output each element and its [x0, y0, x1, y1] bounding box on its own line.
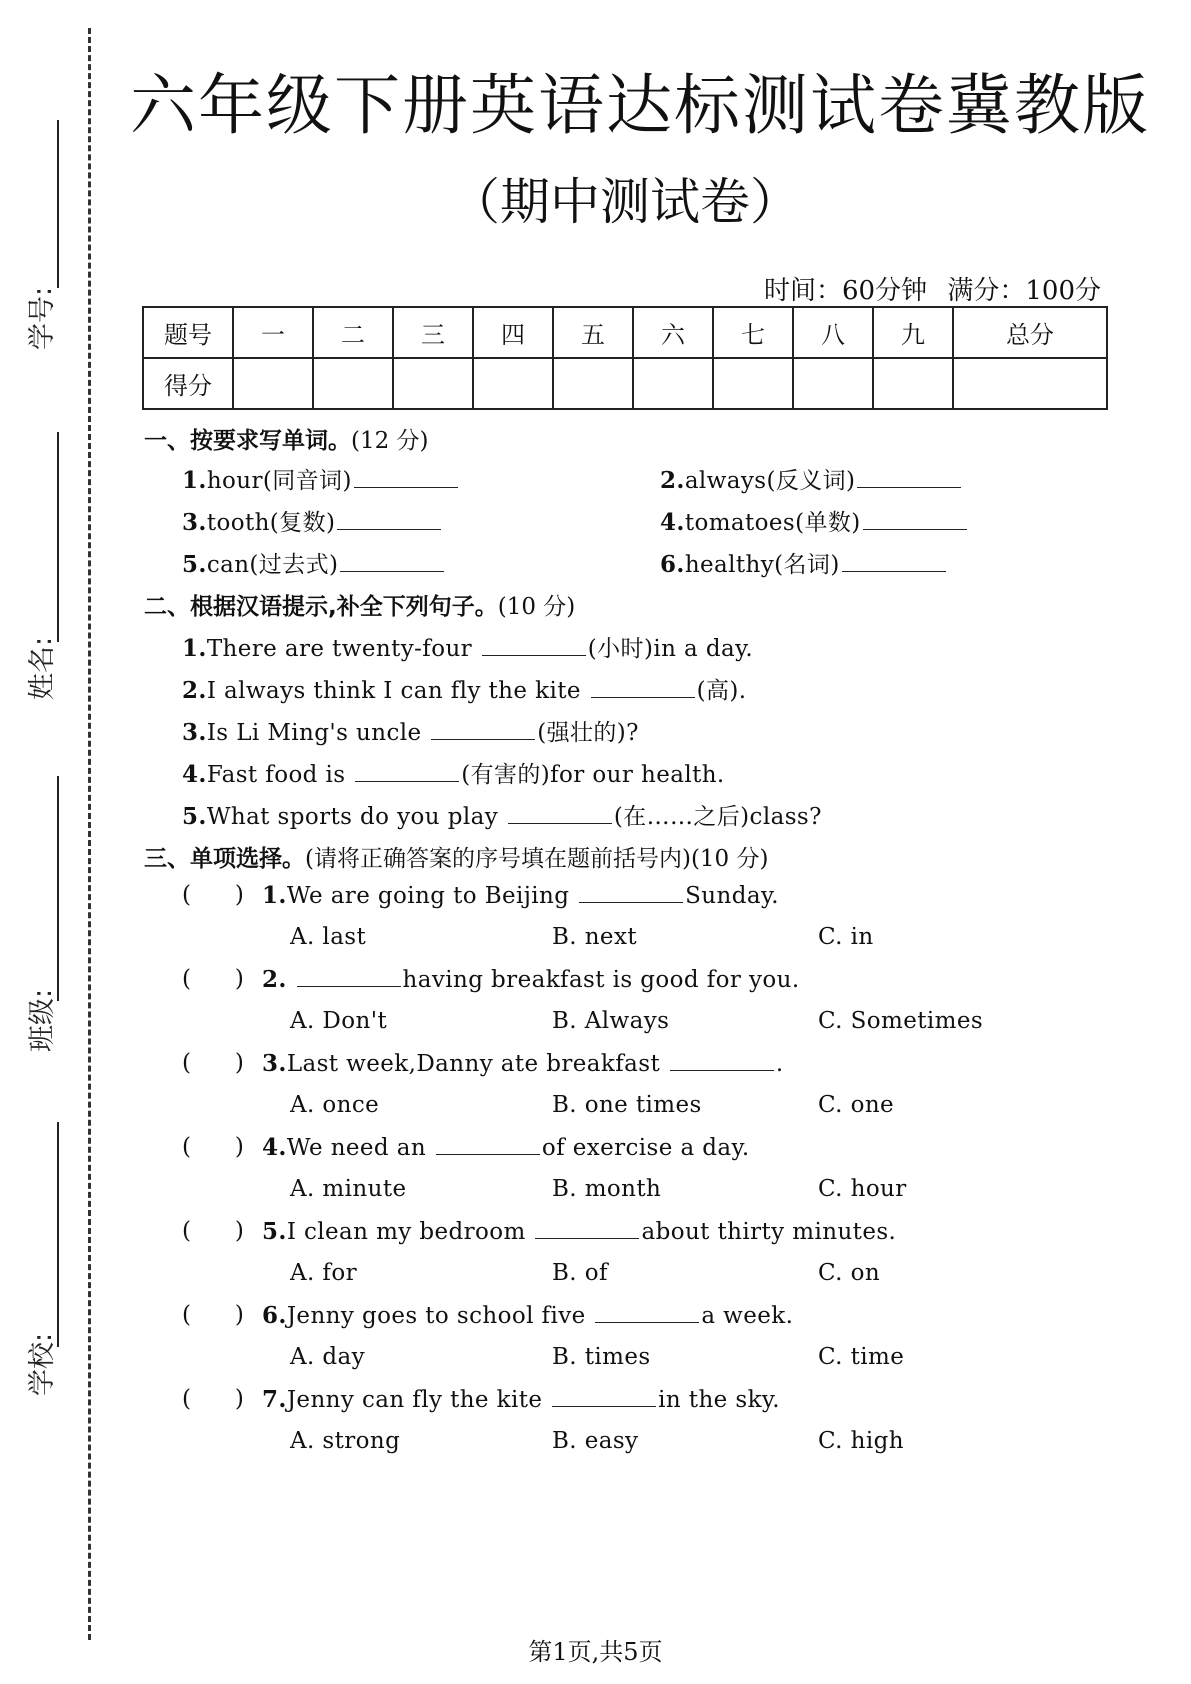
option-c: C. hour	[818, 1176, 907, 1202]
answer-blank[interactable]	[431, 719, 535, 740]
section-1-heading	[144, 422, 429, 455]
answer-bracket[interactable]: ( )	[182, 1386, 244, 1412]
question-number-row	[143, 307, 1107, 358]
answer-blank[interactable]	[508, 803, 612, 824]
option-a: A. last	[290, 924, 367, 950]
score-table	[142, 306, 1108, 410]
s1-item-4	[660, 504, 969, 537]
option-c: C. in	[818, 924, 874, 950]
answer-blank[interactable]	[354, 467, 458, 488]
item-number: 5.	[182, 551, 207, 578]
page-title: 六年级下册英语达标测试卷冀教版	[130, 67, 1150, 144]
question-text-end: Sunday.	[685, 883, 779, 909]
item-text: hour(同音词)	[206, 468, 352, 494]
answer-bracket[interactable]: ( )	[182, 1218, 244, 1244]
item-text: I always think I can fly the kite	[206, 678, 581, 704]
item-number: 2.	[660, 467, 685, 494]
question-text-end: about thirty minutes.	[641, 1219, 897, 1245]
option-a: A. day	[290, 1344, 366, 1370]
item-hint: (小时)in a day.	[587, 636, 754, 662]
col-5: 五	[553, 307, 633, 358]
school-line[interactable]	[57, 1122, 59, 1347]
question-stem	[262, 966, 800, 993]
question-text: I clean my bedroom	[286, 1219, 526, 1245]
name-line[interactable]	[57, 432, 59, 642]
score-cell[interactable]	[873, 358, 953, 409]
name-label: 姓名:	[27, 636, 58, 700]
item-number: 5.	[182, 803, 207, 830]
col-7: 七	[713, 307, 793, 358]
score-cell[interactable]	[553, 358, 633, 409]
answer-blank[interactable]	[355, 761, 459, 782]
question-text: We need an	[286, 1135, 427, 1161]
option-b: B. Always	[552, 1008, 670, 1034]
question-text-end: having breakfast is good for you.	[402, 967, 800, 993]
question-stem	[262, 1218, 896, 1245]
section-2-heading	[144, 588, 575, 621]
section-3-instruction: (请将正确答案的序号填在题前括号内)(10 分)	[305, 846, 769, 872]
score-cell[interactable]	[313, 358, 393, 409]
school-label: 学校:	[27, 1332, 58, 1396]
answer-blank[interactable]	[337, 509, 441, 530]
option-a: A. Don't	[290, 1008, 388, 1034]
score-cell[interactable]	[793, 358, 873, 409]
option-c: C. high	[818, 1428, 904, 1454]
answer-bracket[interactable]: ( )	[182, 1302, 244, 1328]
option-b: B. month	[552, 1176, 662, 1202]
score-cell[interactable]	[713, 358, 793, 409]
answer-bracket[interactable]: ( )	[182, 1134, 244, 1160]
s2-item-4	[182, 756, 725, 789]
section-1-points: (12 分)	[351, 428, 429, 454]
section-3-title: 三、单项选择。	[144, 846, 305, 872]
class-label: 班级:	[27, 988, 58, 1052]
item-number: 3.	[182, 719, 207, 746]
question-stem	[262, 1134, 750, 1161]
item-text: Fast food is	[206, 762, 346, 788]
section-3-heading	[144, 840, 768, 873]
item-hint: (强壮的)?	[537, 720, 639, 746]
option-c: C. on	[818, 1260, 881, 1286]
option-b: B. of	[552, 1260, 608, 1286]
item-number: 4.	[182, 761, 207, 788]
option-a: A. strong	[290, 1428, 401, 1454]
option-c: C. Sometimes	[818, 1008, 984, 1034]
option-c: C. one	[818, 1092, 895, 1118]
item-text: always(反义词)	[684, 468, 856, 494]
student-id-line[interactable]	[57, 120, 59, 288]
score-cell[interactable]	[633, 358, 713, 409]
question-stem	[262, 1050, 784, 1077]
score-cell[interactable]	[393, 358, 473, 409]
col-1: 一	[233, 307, 313, 358]
item-number: 3.	[182, 509, 207, 536]
question-text-end: in the sky.	[658, 1387, 780, 1413]
item-hint: (有害的)for our health.	[461, 762, 725, 788]
item-text: tooth(复数)	[206, 510, 336, 536]
page-number: 第1页,共5页	[528, 1638, 663, 1666]
item-hint: (在……之后)class?	[613, 804, 822, 830]
option-b: B. next	[552, 924, 637, 950]
section-2-points: (10 分)	[497, 594, 576, 620]
question-number: 2.	[262, 966, 287, 993]
score-cell[interactable]	[233, 358, 313, 409]
s2-item-2	[182, 672, 746, 705]
time-limit: 时间：60分钟	[764, 276, 928, 306]
answer-blank[interactable]	[863, 509, 967, 530]
student-id-label: 学号:	[27, 286, 58, 350]
option-a: A. minute	[290, 1176, 407, 1202]
item-text: healthy(名词)	[684, 552, 840, 578]
question-text-end: .	[775, 1051, 784, 1077]
s2-item-5	[182, 798, 822, 831]
answer-blank	[670, 1050, 774, 1071]
answer-blank[interactable]	[482, 635, 586, 656]
exam-meta	[752, 270, 1101, 307]
answer-blank[interactable]	[842, 551, 946, 572]
item-text: tomatoes(单数)	[684, 510, 861, 536]
option-c: C. time	[818, 1344, 905, 1370]
col-total: 总分	[953, 307, 1107, 358]
item-text: What sports do you play	[206, 804, 499, 830]
question-number: 3.	[262, 1050, 287, 1077]
option-a: A. once	[290, 1092, 380, 1118]
score-cell-total[interactable]	[953, 358, 1107, 409]
answer-blank	[595, 1302, 699, 1323]
question-number-header: 题号	[143, 307, 233, 358]
answer-blank[interactable]	[591, 677, 695, 698]
answer-bracket[interactable]: ( )	[182, 1050, 244, 1076]
col-9: 九	[873, 307, 953, 358]
page-subtitle: （期中测试卷）	[450, 173, 800, 231]
question-text: We are going to Beijing	[286, 883, 570, 909]
section-1-title: 一、按要求写单词。	[144, 428, 351, 454]
option-a: A. for	[290, 1260, 357, 1286]
s1-item-5	[182, 546, 446, 579]
col-2: 二	[313, 307, 393, 358]
item-text: There are twenty-four	[206, 636, 473, 662]
s2-item-1	[182, 630, 753, 663]
item-number: 1.	[182, 635, 207, 662]
item-text: Is Li Ming's uncle	[206, 720, 422, 746]
score-header: 得分	[143, 358, 233, 409]
s1-item-3	[182, 504, 443, 537]
s1-item-6	[660, 546, 948, 579]
option-b: B. times	[552, 1344, 651, 1370]
question-number: 1.	[262, 882, 287, 909]
item-text: can(过去式)	[206, 552, 339, 578]
question-text: Last week,Danny ate breakfast	[286, 1051, 661, 1077]
option-b: B. one times	[552, 1092, 702, 1118]
answer-blank	[436, 1134, 540, 1155]
question-number: 5.	[262, 1218, 287, 1245]
answer-bracket[interactable]: ( )	[182, 966, 244, 992]
question-text: Jenny goes to school five	[286, 1303, 586, 1329]
answer-blank	[552, 1386, 656, 1407]
binding-margin	[0, 0, 110, 1684]
question-number: 4.	[262, 1134, 287, 1161]
item-number: 4.	[660, 509, 685, 536]
item-number: 1.	[182, 467, 207, 494]
class-line[interactable]	[57, 776, 59, 1001]
question-number: 6.	[262, 1302, 287, 1329]
s2-item-3	[182, 714, 639, 747]
answer-blank	[297, 966, 401, 987]
question-stem	[262, 1386, 780, 1413]
answer-blank[interactable]	[340, 551, 444, 572]
col-6: 六	[633, 307, 713, 358]
full-score: 满分：100分	[947, 276, 1101, 306]
question-stem	[262, 882, 779, 909]
col-4: 四	[473, 307, 553, 358]
answer-bracket[interactable]: ( )	[182, 882, 244, 908]
answer-blank	[535, 1218, 639, 1239]
answer-blank[interactable]	[857, 467, 961, 488]
question-number: 7.	[262, 1386, 287, 1413]
option-b: B. easy	[552, 1428, 639, 1454]
question-text: Jenny can fly the kite	[286, 1387, 543, 1413]
s1-item-2	[660, 462, 963, 495]
section-2-title: 二、根据汉语提示,补全下列句子。	[144, 594, 498, 620]
item-number: 2.	[182, 677, 207, 704]
question-text-end: a week.	[701, 1303, 794, 1329]
score-cell[interactable]	[473, 358, 553, 409]
question-text-end: of exercise a day.	[541, 1135, 750, 1161]
col-8: 八	[793, 307, 873, 358]
s1-item-1	[182, 462, 460, 495]
answer-blank	[579, 882, 683, 903]
item-hint: (高).	[696, 678, 747, 704]
score-row	[143, 358, 1107, 409]
col-3: 三	[393, 307, 473, 358]
cut-line	[88, 28, 91, 1640]
item-number: 6.	[660, 551, 685, 578]
question-stem	[262, 1302, 793, 1329]
